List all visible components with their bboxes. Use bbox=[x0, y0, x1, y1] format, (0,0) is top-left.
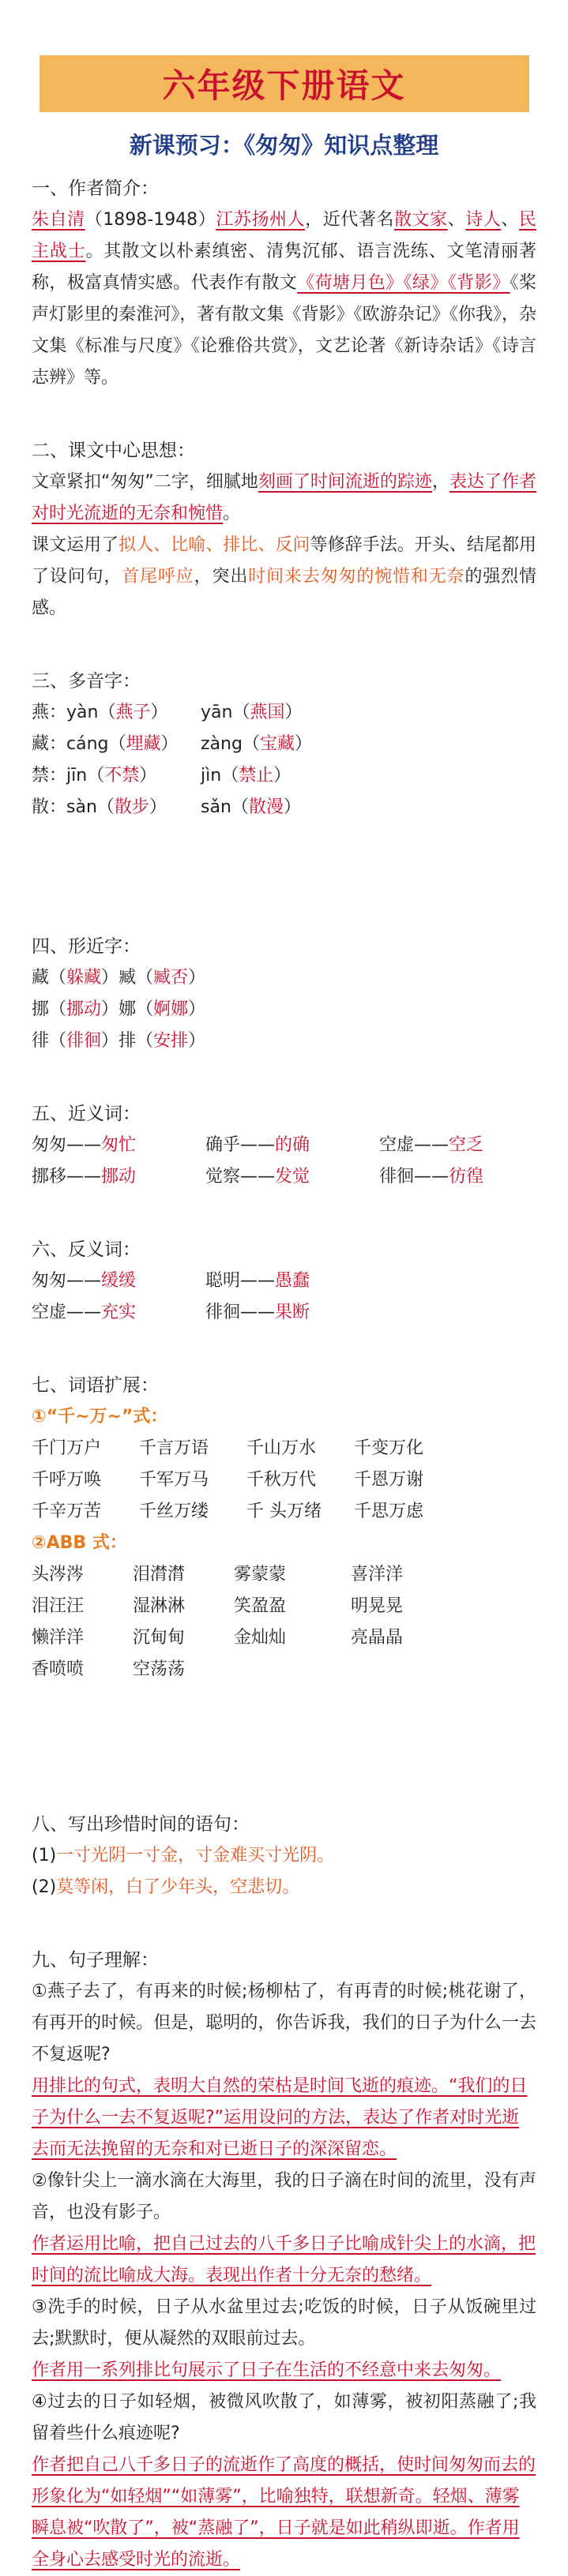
expansion-word: 沉甸甸 bbox=[133, 1628, 186, 1648]
sentence-answer-3: 作者用一系列排比句展示了日子在生活的不经意中来去匆匆。 bbox=[32, 2360, 502, 2380]
polyphone-pinyin: jīn bbox=[66, 766, 88, 786]
expansion-word: 泪汪汪 bbox=[32, 1596, 85, 1616]
synonym: 的确 bbox=[275, 1135, 310, 1155]
polyphone-pinyin: cáng bbox=[66, 734, 109, 754]
polyphone-char: 散： bbox=[32, 797, 67, 817]
author-role-3: 民主战士 bbox=[32, 210, 536, 261]
polyphone-row: 藏： cáng（埋藏） zàng（宝藏） bbox=[32, 729, 536, 760]
theme-emotion: 时间来去匆匆的惋惜和无奈 bbox=[248, 567, 465, 587]
similar-char-word: 徘徊 bbox=[66, 1031, 102, 1051]
antonym-word: 匆匆 bbox=[32, 1271, 67, 1291]
polyphone-char: 禁： bbox=[32, 766, 67, 786]
quote-number: (2) bbox=[32, 1877, 57, 1897]
similar-chars-list bbox=[32, 962, 536, 1057]
polyphone-pinyin: yān bbox=[201, 703, 233, 722]
expansion-word: 千恩万谢 bbox=[354, 1470, 424, 1490]
antonym: 缓缓 bbox=[101, 1271, 137, 1291]
synonyms-row bbox=[32, 1130, 536, 1161]
expansion-word: 泪潸潸 bbox=[133, 1565, 186, 1584]
theme-text-6: ，突出 bbox=[194, 567, 249, 587]
antonyms-row bbox=[32, 1297, 536, 1329]
expansion-word: 湿淋淋 bbox=[133, 1596, 186, 1616]
theme-highlight-2: 表达了作者对时光流逝的无奈和惋惜 bbox=[32, 472, 536, 523]
word-expansion-grid-2 bbox=[32, 1559, 536, 1685]
synonym: 空乏 bbox=[449, 1135, 484, 1155]
polyphone-word: 散漫 bbox=[248, 797, 284, 817]
similar-chars-row: 藏（躲藏）臧（臧否） bbox=[32, 968, 206, 988]
synonyms-list bbox=[32, 1130, 536, 1193]
sentence-question-4: ④过去的日子如轻烟，被微风吹散了，如薄雾，被初阳蒸融了;我留着些什么痕迹呢? bbox=[32, 2392, 536, 2443]
section-synonyms-heading: 五、近义词： bbox=[32, 1104, 141, 1124]
synonym-word: 觉察 bbox=[205, 1167, 241, 1187]
author-work-1: 《荷塘月色》 bbox=[297, 273, 404, 293]
synonym-dash: —— bbox=[240, 1135, 276, 1155]
similar-char-word: 躲藏 bbox=[66, 968, 102, 988]
synonym-dash: —— bbox=[414, 1167, 450, 1187]
sentence-question-3: ③洗手的时候，日子从水盆里过去;吃饭的时候，日子从饭碗里过去;默默时，便从凝然的双眼前过去。 bbox=[32, 2297, 536, 2349]
synonym-dash: —— bbox=[66, 1167, 102, 1187]
section-polyphone-heading: 三、多音字： bbox=[32, 671, 141, 692]
author-text-1: ，近代著名 bbox=[305, 210, 394, 230]
expansion-word: 喜洋洋 bbox=[351, 1565, 404, 1584]
theme-text-3: 。 bbox=[223, 504, 241, 523]
expansion-word: 千变万化 bbox=[354, 1438, 424, 1458]
antonym: 充实 bbox=[101, 1303, 137, 1322]
antonyms-list bbox=[32, 1266, 536, 1329]
synonym-word: 挪移 bbox=[32, 1167, 67, 1187]
similar-char: 臧 bbox=[118, 968, 137, 988]
polyphone-word: 禁止 bbox=[239, 766, 274, 786]
expansion-word: 明晃晃 bbox=[351, 1596, 404, 1616]
polyphone-word: 散步 bbox=[114, 797, 149, 817]
similar-chars-row: 挪（挪动）娜（婀娜） bbox=[32, 999, 206, 1019]
expansion-word: 千门万户 bbox=[32, 1438, 102, 1458]
expansion-word: 笑盈盈 bbox=[234, 1596, 287, 1616]
section-theme-para-2 bbox=[32, 530, 536, 624]
polyphone-char: 藏： bbox=[32, 734, 67, 754]
synonym-word: 徘徊 bbox=[379, 1167, 415, 1187]
section-theme-heading: 二、课文中心思想： bbox=[32, 441, 195, 461]
antonym: 果断 bbox=[275, 1303, 310, 1322]
polyphone-word: 宝藏 bbox=[259, 734, 295, 754]
author-name: 朱自清 bbox=[32, 210, 85, 230]
polyphone-pinyin: zàng bbox=[201, 734, 243, 754]
section-word-expansion-heading: 七、词语扩展： bbox=[32, 1375, 159, 1396]
expansion-word: 懒洋洋 bbox=[32, 1628, 85, 1648]
antonym-dash: —— bbox=[240, 1303, 276, 1322]
polyphone-row: 燕： yàn（燕子） yān（燕国） bbox=[32, 697, 536, 729]
word-expansion-sub-1: ①“千~万~”式： bbox=[32, 1407, 168, 1427]
similar-char: 徘 bbox=[32, 1031, 50, 1051]
synonym: 彷徨 bbox=[449, 1167, 484, 1187]
theme-text-7: 的强烈情感。 bbox=[32, 567, 536, 618]
synonym: 挪动 bbox=[101, 1167, 137, 1187]
expansion-word: 千呼万唤 bbox=[32, 1470, 102, 1490]
similar-char-word: 婀娜 bbox=[153, 999, 189, 1019]
time-quote-1 bbox=[32, 1840, 536, 1872]
author-text-5: 《桨声灯影里的秦淮河》，著有散文集《背影》《欧游杂记》《你我》，杂文集《标准与尺度》《论雅俗共赏》，文艺论著《新诗杂话》《诗言志辨》等。 bbox=[32, 273, 536, 388]
expansion-word: 千山万水 bbox=[246, 1438, 317, 1458]
similar-char: 藏 bbox=[32, 968, 50, 988]
author-text-2: 、 bbox=[447, 210, 466, 230]
theme-highlight-1: 刻画了时间流逝的踪迹 bbox=[258, 472, 432, 492]
polyphone-word: 不禁 bbox=[104, 766, 140, 786]
polyphone-word: 埋藏 bbox=[126, 734, 161, 754]
polyphone-pinyin: jìn bbox=[201, 766, 222, 786]
section-theme-para-1 bbox=[32, 467, 536, 530]
page-subtitle: 新课预习：《匆匆》知识点整理 bbox=[129, 132, 439, 159]
expansion-word: 空荡荡 bbox=[133, 1659, 186, 1679]
expansion-word: 千秋万代 bbox=[246, 1470, 317, 1490]
synonym-word: 匆匆 bbox=[32, 1135, 67, 1155]
document-page bbox=[0, 55, 568, 2570]
polyphone-word: 燕国 bbox=[250, 703, 285, 722]
theme-text-5: 等修辞手法。开头、结尾都用了设问句， bbox=[32, 535, 536, 587]
expansion-word: 千 头万绪 bbox=[246, 1502, 322, 1521]
expansion-word: 雾蒙蒙 bbox=[234, 1565, 287, 1584]
synonyms-row bbox=[32, 1161, 536, 1193]
similar-chars-row: 徘（徘徊）排（安排） bbox=[32, 1031, 206, 1051]
polyphone-pinyin: sǎn bbox=[201, 797, 231, 817]
theme-rhetoric: 拟人、比喻、排比、反问 bbox=[118, 535, 310, 555]
synonym-word: 确乎 bbox=[205, 1135, 241, 1155]
expansion-word: 千军万马 bbox=[139, 1470, 209, 1490]
similar-char: 娜 bbox=[118, 999, 137, 1019]
antonym-dash: —— bbox=[240, 1271, 276, 1291]
author-text-4: 。其散文以朴素缜密、清隽沉郁、语言洗练、文笔清丽著称，极富真情实感。代表作有散文 bbox=[32, 242, 536, 293]
section-antonyms-heading: 六、反义词： bbox=[32, 1239, 141, 1260]
theme-text-4: 课文运用了 bbox=[32, 535, 119, 555]
page-title: 六年级下册语文 bbox=[162, 66, 406, 105]
antonym-word: 空虚 bbox=[32, 1303, 67, 1322]
expansion-word: 千思万虑 bbox=[354, 1502, 424, 1521]
antonym: 愚蠢 bbox=[275, 1271, 310, 1291]
synonym: 发觉 bbox=[275, 1167, 310, 1187]
polyphone-pinyin: sàn bbox=[66, 797, 97, 817]
author-role-1: 散文家 bbox=[393, 210, 448, 230]
similar-char-word: 臧否 bbox=[153, 968, 189, 988]
polyphone-char: 燕： bbox=[32, 703, 67, 722]
polyphone-pinyin: yàn bbox=[66, 703, 99, 722]
quote-text: 一寸光阴一寸金，寸金难买寸光阴。 bbox=[56, 1846, 335, 1865]
polyphone-list bbox=[32, 697, 536, 823]
antonym-dash: —— bbox=[66, 1271, 102, 1291]
polyphone-row: 禁： jīn（不禁） jìn（禁止） bbox=[32, 760, 536, 792]
author-work-3: 《背影》 bbox=[447, 273, 510, 293]
word-expansion-sub-2: ②ABB 式： bbox=[32, 1533, 127, 1553]
antonym-word: 聪明 bbox=[205, 1271, 241, 1291]
title-banner bbox=[39, 55, 529, 112]
author-work-2: 《绿》 bbox=[403, 273, 448, 293]
section-time-quotes-heading: 八、写出珍惜时间的语句： bbox=[32, 1814, 250, 1835]
expansion-word: 金灿灿 bbox=[234, 1628, 287, 1648]
theme-echo: 首尾呼应 bbox=[122, 567, 194, 587]
author-role-2: 诗人 bbox=[465, 210, 502, 230]
antonym-word: 徘徊 bbox=[205, 1303, 241, 1322]
quote-number: (1) bbox=[32, 1846, 57, 1865]
section-sentence-heading: 九、句子理解： bbox=[32, 1950, 159, 1970]
similar-char-word: 挪动 bbox=[66, 999, 102, 1019]
synonym-dash: —— bbox=[414, 1135, 450, 1155]
similar-char: 排 bbox=[118, 1031, 137, 1051]
section-author-heading: 一、作者简介： bbox=[32, 178, 159, 199]
author-text-3: 、 bbox=[501, 210, 519, 230]
antonyms-row bbox=[32, 1266, 536, 1297]
sentence-answer-1: 用排比的句式，表明大自然的荣枯是时间飞逝的痕迹。“我们的日子为什么一去不复返呢?”运用设问的方法，表达了作者对时光逝去而无法挽留的无奈和对已逝日子的深深留恋。 bbox=[32, 2076, 528, 2159]
antonym-dash: —— bbox=[66, 1303, 102, 1322]
synonym-word: 空虚 bbox=[379, 1135, 415, 1155]
synonym-dash: —— bbox=[66, 1135, 102, 1155]
expansion-word: 千言万语 bbox=[139, 1438, 209, 1458]
expansion-word: 千丝万缕 bbox=[139, 1502, 209, 1521]
sentence-question-2: ②像针尖上一滴水滴在大海里，我的日子滴在时间的流里，没有声音，也没有影子。 bbox=[32, 2171, 536, 2222]
section-author-text bbox=[32, 204, 536, 394]
polyphone-row: 散： sàn（散步） sǎn（散漫） bbox=[32, 792, 536, 823]
expansion-word: 香喷喷 bbox=[32, 1659, 85, 1679]
polyphone-word: 燕子 bbox=[115, 703, 151, 722]
sentence-answer-2: 作者运用比喻，把自己过去的八千多日子比喻成针尖上的水滴，把时间的流比喻成大海。表现出作者十分无奈的愁绪。 bbox=[32, 2234, 536, 2285]
section-similar-chars-heading: 四、形近字： bbox=[32, 936, 141, 957]
expansion-word: 千辛万苦 bbox=[32, 1502, 102, 1521]
theme-text-2: ， bbox=[431, 472, 450, 492]
expansion-word: 头涔涔 bbox=[32, 1565, 85, 1584]
quote-text: 莫等闲，白了少年头，空悲切。 bbox=[56, 1877, 300, 1897]
expansion-word: 亮晶晶 bbox=[351, 1628, 404, 1648]
time-quote-2 bbox=[32, 1872, 536, 1903]
word-expansion-grid-1 bbox=[32, 1433, 536, 1528]
sentence-answer-4: 作者把自己八千多日子的流逝作了高度的概括，使时间匆匆而去的形象化为“如轻烟”“如薄雾”，比喻独特，联想新奇。轻烟、薄雾瞬息被“吹散了”，被“蒸融了”，日子就是如此稍纵即逝。作者用全身心去感受时光的流逝。 bbox=[32, 2455, 536, 2570]
author-place: 江苏扬州人 bbox=[216, 210, 306, 230]
similar-char: 挪 bbox=[32, 999, 50, 1019]
theme-text-1: 文章紧扣“匆匆”二字，细腻地 bbox=[32, 472, 258, 492]
author-years: （1898-1948） bbox=[85, 210, 216, 230]
sentence-question-1: ①燕子去了，有再来的时候;杨柳枯了，有再青的时候;桃花谢了，有再开的时候。但是，聪明的，你告诉我，我们的日子为什么一去不复返呢? bbox=[32, 1982, 536, 2064]
synonym-dash: —— bbox=[240, 1167, 276, 1187]
synonym: 匆忙 bbox=[101, 1135, 137, 1155]
similar-char-word: 安排 bbox=[153, 1031, 189, 1051]
